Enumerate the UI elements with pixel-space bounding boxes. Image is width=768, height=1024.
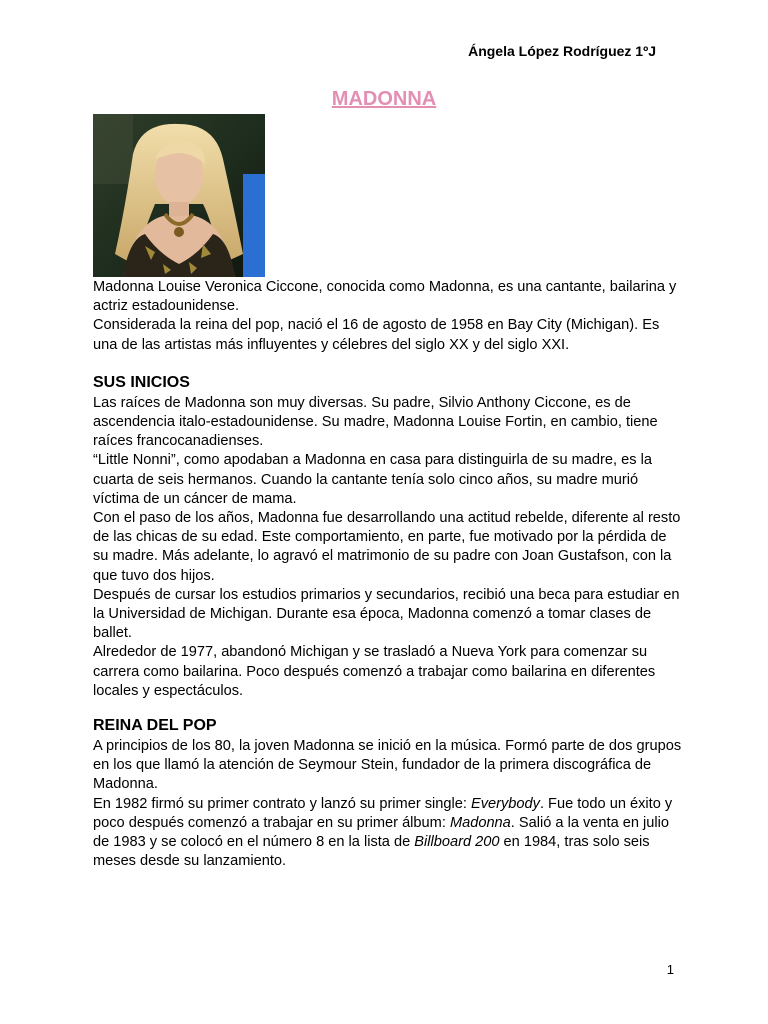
section-paragraph: “Little Nonni”, como apodaban a Madonna en casa para distinguirla de su madre, es la cuarta de seis hermanos. Cuando la cantante tenía solo cinco años, su madre murió víctima de un cáncer de mama. (93, 452, 652, 507)
album-title: Madonna (449, 814, 511, 831)
portrait-photo (93, 114, 265, 277)
chart-name: Billboard 200 (414, 834, 500, 851)
document-body (93, 278, 683, 871)
section-paragraph: A principios de los 80, la joven Madonna se inició en la música. Formó parte de dos grupos en los que llamó la atención de Seymour Stein, fundador de la primera discográfica de Madonna. (93, 738, 682, 793)
section-paragraph (93, 795, 683, 872)
paragraph-text: . Salió a la venta en julio de 1983 y se colocó en el número 8 en la lista de (93, 814, 669, 851)
author-header: Ángela López Rodríguez 1ºJ (468, 43, 656, 59)
single-title: Everybody (470, 795, 540, 812)
intro-paragraph: Madonna Louise Veronica Ciccone, conocida como Madonna, es una cantante, bailarina y actriz estadounidense. (93, 279, 677, 315)
section-paragraph: Con el paso de los años, Madonna fue desarrollando una actitud rebelde, diferente al resto de las chicas de su edad. Este comportamiento, en parte, fue motivado por la pérdida de su madre. Más adelante, lo agravó el matrimonio de su padre con Joan Gustafson, con la que tuvo dos hijos. (93, 510, 681, 584)
paragraph-text: . Fue todo un éxito y poco después comenzó a trabajar en su primer álbum: (93, 795, 673, 831)
section-paragraph: Después de cursar los estudios primarios y secundarios, recibió una beca para estudiar en la Universidad de Michigan. Durante esa época, Madonna comenzó a tomar clases de ballet. (93, 586, 680, 642)
paragraph-text: en 1984, tras solo seis meses desde su lanzamiento. (93, 834, 650, 870)
section-paragraph: Las raíces de Madonna son muy diversas. Su padre, Silvio Anthony Ciccone, es de ascendencia italo-estadounidense. Su madre, Madonna Louise Fortin, en cambio, tiene raíces francocanadienses. (93, 394, 658, 450)
paragraph-text: En 1982 firmó su primer contrato y lanzó su primer single: (93, 795, 471, 812)
intro-paragraph: Considerada la reina del pop, nació el 16 de agosto de 1958 en Bay City (Michigan). Es una de las artistas más influyentes y célebres del siglo XX y del siglo XXI. (93, 317, 660, 353)
document-title: MADONNA (331, 88, 437, 110)
section-heading-sus-inicios: SUS INICIOS (93, 373, 190, 391)
section-heading-reina-del-pop: REINA DEL POP (93, 717, 217, 735)
section-paragraph: Alrededor de 1977, abandonó Michigan y se trasladó a Nueva York para comenzar su carrera como bailarina. Poco después comenzó a trabajar como bailarina en diferentes locales y espectáculos. (93, 644, 656, 699)
page-number: 1 (666, 962, 674, 977)
